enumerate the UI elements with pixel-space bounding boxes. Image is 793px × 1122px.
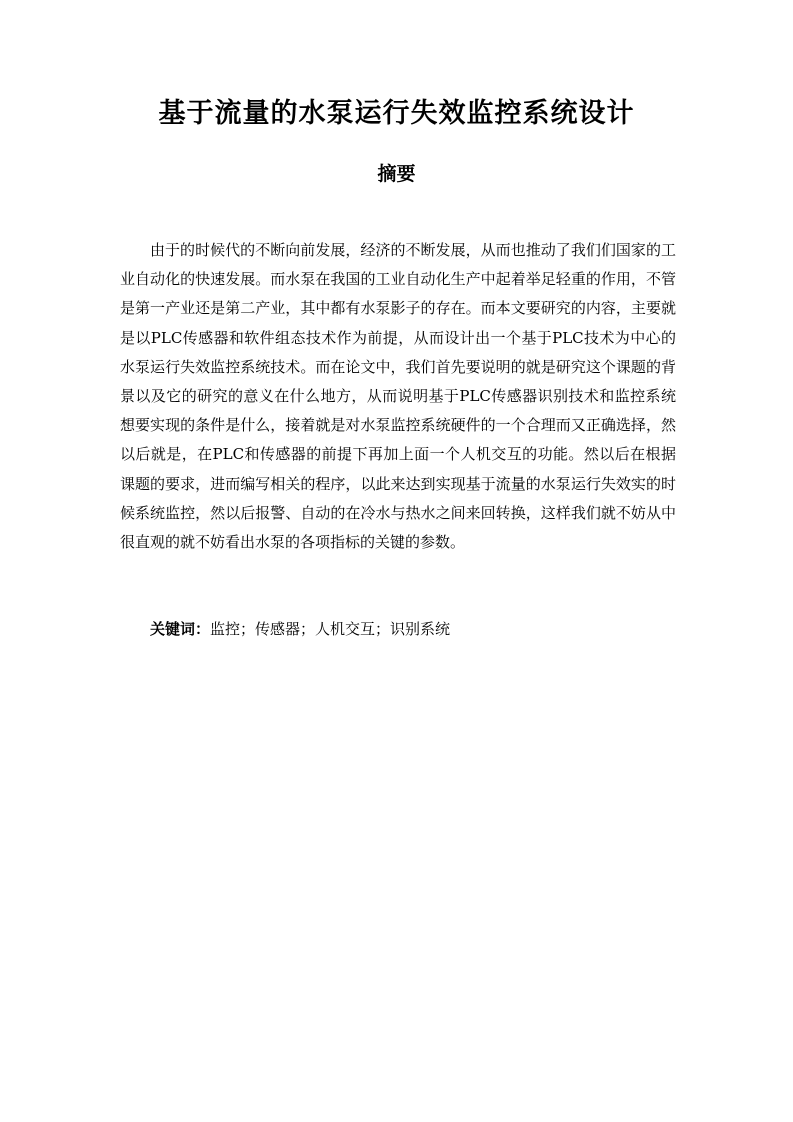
keywords-label: 关键词：	[150, 620, 211, 638]
abstract-heading: 摘要	[377, 163, 416, 185]
keywords-text: 监控；传感器；人机交互；识别系统	[210, 620, 451, 638]
document-title: 基于流量的水泵运行失效监控系统设计	[158, 98, 635, 129]
keywords-line	[150, 615, 676, 644]
abstract-paragraph: 由于的时候代的不断向前发展，经济的不断发展，从而也推动了我们们国家的工业自动化的快速发展。而水泵在我国的工业自动化生产中起着举足轻重的作用，不管是第一产业还是第二产业，其中都有水泵影子的存在。而本文要研究的内容，主要就是以PLC传感器和软件组态技术作为前提，从而设计出一个基于PLC技术为中心的水泵运行失效监控系统技术。而在论文中，我们首先要说明的就是研究这个课题的背景以及它的研究的意义在什么地方，从而说明基于PLC传感器识别技术和监控系统想要实现的条件是什么，接着就是对水泵监控系统硬件的一个合理而又正确选择，然以后就是，在PLC和传感器的前提下再加上面一个人机交互的功能。然以后在根据课题的要求，进而编写相关的程序，以此来达到实现基于流量的水泵运行失效实的时候系统监控，然以后报警、自动的在冷水与热水之间来回转换，这样我们就不妨从中很直观的就不妨看出水泵的各项指标的关键的参数。	[120, 241, 676, 552]
